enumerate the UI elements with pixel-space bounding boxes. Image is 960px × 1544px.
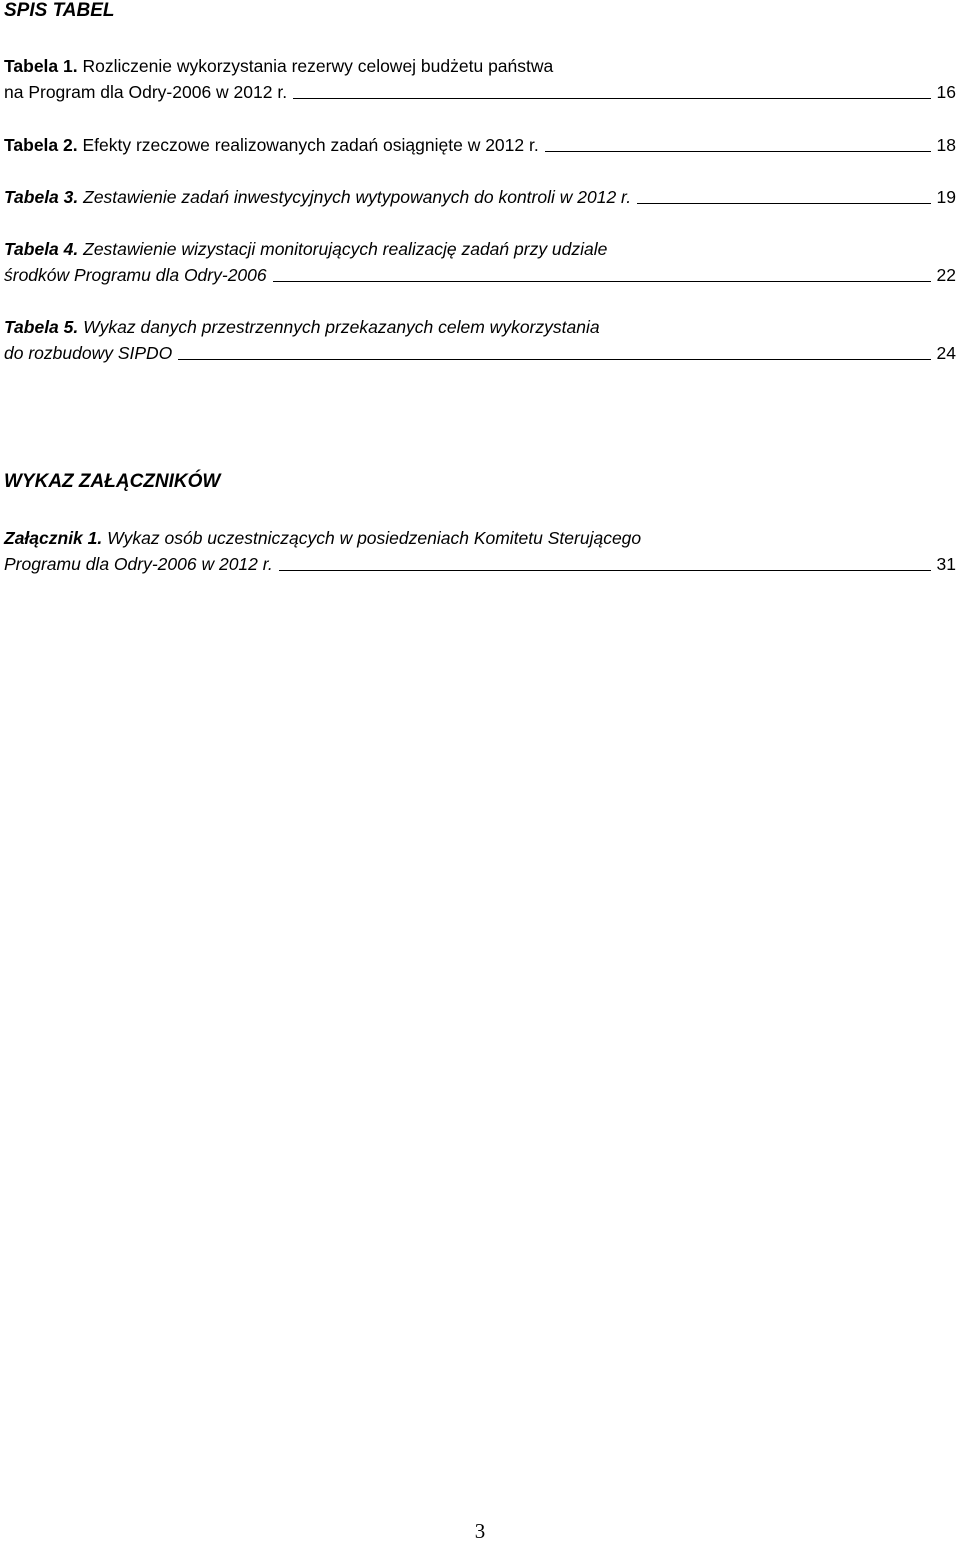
entry-label: Tabela 3. [4, 187, 79, 207]
entry-label: Tabela 4. [4, 239, 79, 259]
dot-leader [545, 151, 931, 152]
entry-label: Tabela 1. [4, 56, 78, 76]
entry-title-cont: Programu dla Odry-2006 w 2012 r. [4, 554, 273, 574]
entry-title: Rozliczenie wykorzystania rezerwy celowej budżetu państwa [82, 56, 554, 76]
entry-page-number: 31 [936, 554, 956, 574]
entry-title: Zestawienie wizystacji monitorujących realizację zadań przy udziale [83, 239, 608, 259]
dot-leader [279, 570, 931, 571]
entry-title-cont: na Program dla Odry-2006 w 2012 r. [4, 82, 288, 102]
entry-label: Załącznik 1. [4, 528, 103, 548]
entry-title: Efekty rzeczowe realizowanych zadań osiągnięte w 2012 r. [82, 135, 539, 155]
entry-label: Tabela 2. [4, 135, 78, 155]
dot-leader [637, 203, 930, 204]
toc-entry-table-3[interactable] [4, 184, 956, 210]
toc-entry-table-4[interactable] [4, 236, 956, 288]
entry-page-number: 22 [936, 265, 956, 285]
entry-page-number: 16 [936, 82, 956, 102]
attachments-heading: WYKAZ ZAŁĄCZNIKÓW [4, 471, 221, 492]
entry-title: Wykaz osób uczestniczących w posiedzeniach Komitetu Sterującego [107, 528, 642, 548]
toc-entry-table-5[interactable] [4, 314, 956, 366]
entry-title-cont: do rozbudowy SIPDO [4, 343, 173, 363]
entry-title-cont: środków Programu dla Odry-2006 [4, 265, 267, 285]
toc-entry-attachment-1[interactable] [4, 525, 956, 577]
entry-label: Tabela 5. [4, 317, 79, 337]
toc-entry-table-1[interactable] [4, 53, 956, 105]
page-number: 3 [474, 1519, 486, 1543]
tables-heading: SPIS TABEL [4, 0, 115, 21]
entry-page-number: 24 [936, 343, 956, 363]
entry-page-number: 18 [936, 135, 956, 155]
entry-page-number: 19 [936, 187, 956, 207]
dot-leader [273, 281, 931, 282]
toc-entry-table-2[interactable] [4, 132, 956, 158]
dot-leader [178, 359, 930, 360]
entry-title: Wykaz danych przestrzennych przekazanych celem wykorzystania [83, 317, 600, 337]
dot-leader [293, 98, 930, 99]
entry-title: Zestawienie zadań inwestycyjnych wytypowanych do kontroli w 2012 r. [83, 187, 632, 207]
